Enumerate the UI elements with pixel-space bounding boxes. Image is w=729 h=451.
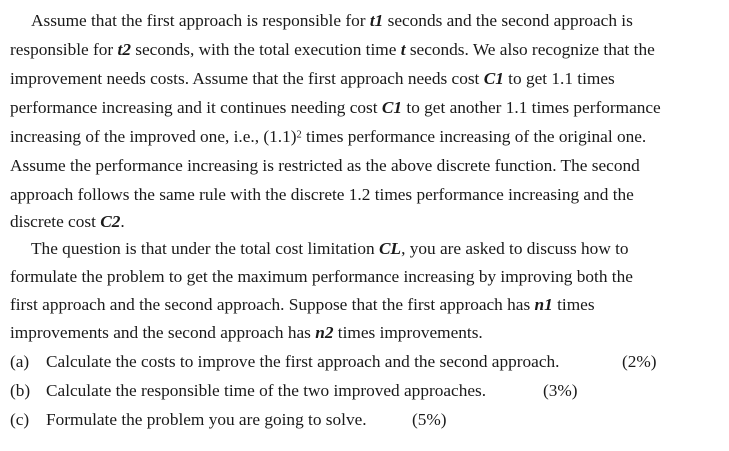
text-run: . xyxy=(120,212,125,231)
text-run: to get 1.1 times xyxy=(503,69,615,88)
text-run: times improvements. xyxy=(333,323,483,342)
text-run: The question is that under the total cost limitation xyxy=(31,239,379,258)
text-run: Assume that the first approach is responsible for xyxy=(31,11,370,30)
text-run: seconds and the second approach is xyxy=(383,11,633,30)
question-b xyxy=(10,381,578,400)
variable-t1: t1 xyxy=(369,11,384,30)
text-run: seconds. We also recognize that the xyxy=(405,40,655,59)
variable-c2: C2 xyxy=(100,212,121,231)
text-run: improvements and the second approach has xyxy=(10,323,316,342)
p2-line-2: formulate the problem to get the maximum performance increasing by improving both the xyxy=(10,267,633,286)
variable-t: t xyxy=(400,40,406,59)
question-label: (b) xyxy=(10,381,31,400)
question-points: (5%) xyxy=(412,410,447,429)
p2-line-1 xyxy=(31,240,629,257)
p1-line-3 xyxy=(10,70,615,87)
question-text: Calculate the costs to improve the first approach and the second approach. xyxy=(46,352,560,371)
text-run: to get another 1.1 times performance xyxy=(402,98,661,117)
p1-line-2 xyxy=(10,41,655,58)
text-run: improvement needs costs. Assume that the first approach needs cost xyxy=(10,69,484,88)
superscript-2: 2 xyxy=(296,129,302,141)
question-points: (3%) xyxy=(543,381,578,400)
question-label: (a) xyxy=(10,352,30,371)
question-text: Formulate the problem you are going to solve. xyxy=(46,410,367,429)
p1-line-6: Assume the performance increasing is restricted as the above discrete function. The second xyxy=(10,156,640,175)
p1-line-8 xyxy=(10,213,125,230)
text-run: discrete cost xyxy=(10,212,101,231)
p1-line-4 xyxy=(10,99,661,116)
p1-line-7: approach follows the same rule with the discrete 1.2 times performance increasing and the xyxy=(10,185,634,204)
text-run: first approach and the second approach. Suppose that the first approach has xyxy=(10,295,535,314)
text-run: times performance increasing of the original one. xyxy=(301,127,647,146)
question-points: (2%) xyxy=(622,352,657,371)
p2-line-3 xyxy=(10,296,595,313)
text-run: responsible for xyxy=(10,40,118,59)
question-a xyxy=(10,352,657,371)
variable-c1: C1 xyxy=(381,98,403,117)
variable-c1: C1 xyxy=(483,69,504,88)
text-run: times xyxy=(552,295,595,314)
text-run: performance increasing and it continues needing cost xyxy=(10,98,382,117)
question-text: Calculate the responsible time of the two improved approaches. xyxy=(46,381,487,400)
p2-line-4 xyxy=(10,324,483,341)
text-run: seconds, with the total execution time xyxy=(130,40,401,59)
p1-line-5 xyxy=(10,128,646,145)
variable-t2: t2 xyxy=(117,40,131,59)
variable-cl: CL xyxy=(378,239,402,258)
question-label: (c) xyxy=(10,410,30,429)
text-run: , you are asked to discuss how to xyxy=(401,239,629,258)
text-run: increasing of the improved one, i.e., (1.1) xyxy=(10,127,297,146)
p1-line-1 xyxy=(31,12,633,29)
variable-n2: n2 xyxy=(315,323,334,342)
variable-n1: n1 xyxy=(534,295,553,314)
question-c xyxy=(10,410,447,429)
